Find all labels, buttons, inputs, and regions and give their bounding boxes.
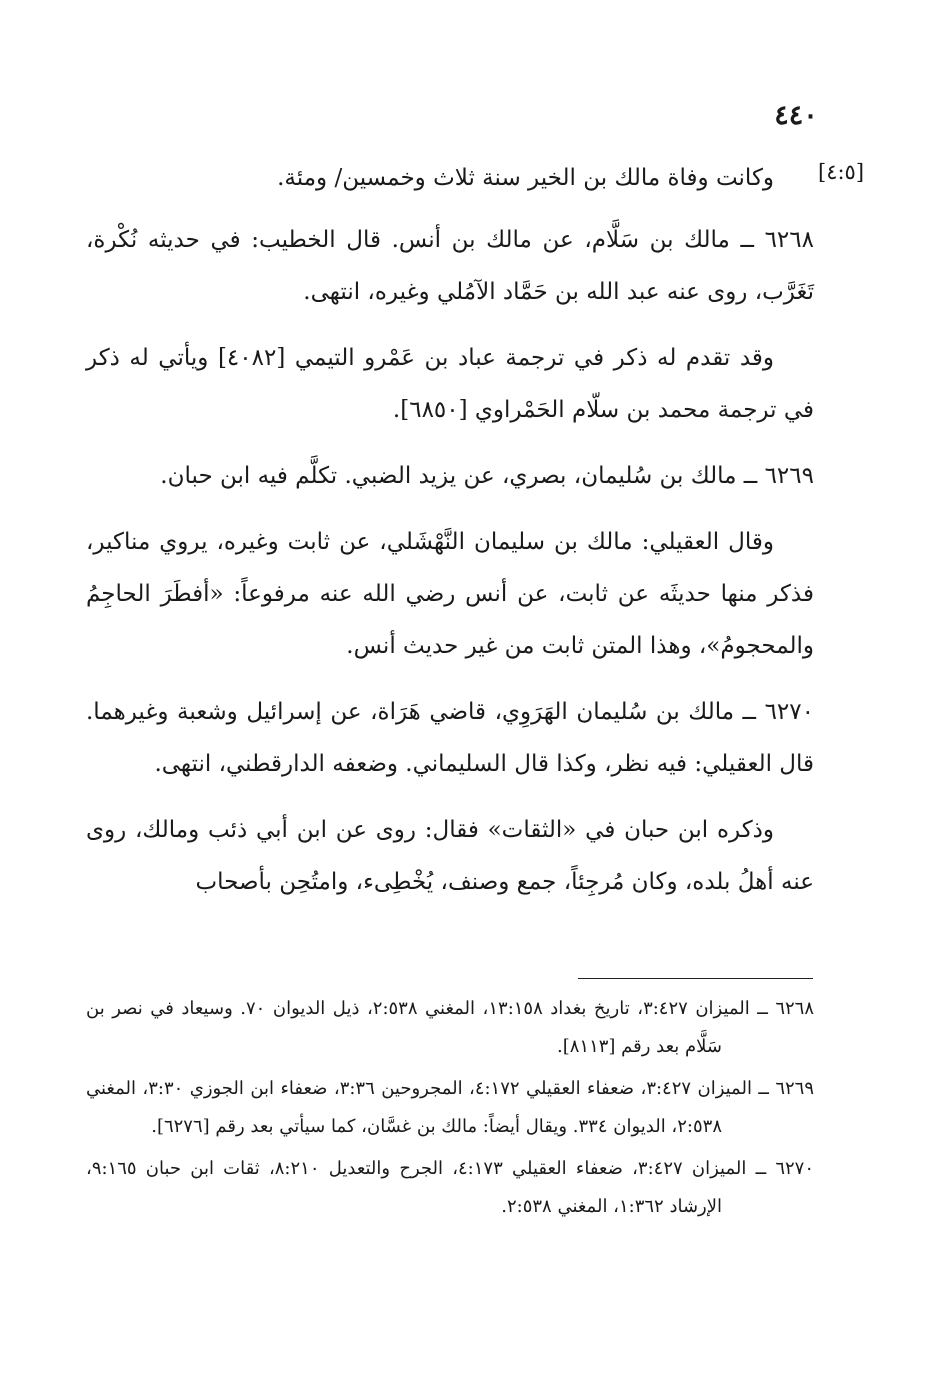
page-number: ٤٤٠ — [774, 100, 818, 131]
footnote-divider — [578, 978, 813, 979]
footnotes — [86, 990, 814, 1230]
footnote-6268: ٦٢٦٨ ــ الميزان ٣:٤٢٧، تاريخ بغداد ١٣:١٥٨، المغني ٢:٥٣٨، ذيل الديوان ٧٠. وسيعاد في نصر بن سَلَّام بعد رقم [٨١١٣]. — [86, 998, 815, 1057]
entry-6268: ٦٢٦٨ ــ مالك بن سَلَّام، عن مالك بن أنس. قال الخطيب: في حديثه نُكْرة، تَغَرَّب، روى عنه عبد الله بن حَمَّاد الآمُلي وغيره، انتهى. — [86, 227, 814, 305]
margin-page-marker: [٤:٥] — [818, 160, 865, 184]
paragraph-ibn-hibban-note: وذكره ابن حبان في «الثقات» فقال: روى عن ابن أبي ذئب ومالك، روى عنه أهلُ بلده، وكان مُرجِئاً، جمع وصنف، يُخْطِىء، وامتُحِن بأصحاب — [86, 817, 814, 895]
paragraph-cross-reference: وقد تقدم له ذكر في ترجمة عباد بن عَمْرو التيمي [٤٠٨٢] ويأتي له ذكر في ترجمة محمد بن سلّام الحَمْراوي [٦٨٥٠]. — [86, 345, 814, 423]
footnote-6269: ٦٢٦٩ ــ الميزان ٣:٤٢٧، ضعفاء العقيلي ٤:١٧٢، المجروحين ٣:٣٦، ضعفاء ابن الجوزي ٣:٣٠، المغني ٢:٥٣٨، الديوان ٣٣٤. ويقال أيضاً: مالك بن غسَّان، كما سيأتي بعد رقم [٦٢٧٦]. — [86, 1078, 814, 1137]
paragraph-uqayli-note: وقال العقيلي: مالك بن سليمان النَّهْشَلي، عن ثابت وغيره، يروي مناكير، فذكر منها حديثَه عن ثابت، عن أنس رضي الله عنه مرفوعاً: «أفطَرَ الحاجِمُ والمحجومُ»، وهذا المتن ثابت من غير حديث أنس. — [86, 529, 814, 659]
entry-6269: ٦٢٦٩ ــ مالك بن سُليمان، بصري، عن يزيد الضبي. تكلَّم فيه ابن حبان. — [160, 463, 814, 489]
entry-6270: ٦٢٧٠ ــ مالك بن سُليمان الهَرَوِي، قاضي هَرَاة، عن إسرائيل وشعبة وغيرهما. قال العقيلي: فيه نظر، وكذا قال السليماني. وضعفه الدارقطني، انتهى. — [86, 699, 814, 777]
paragraph-death-note: وكانت وفاة مالك بن الخير سنة ثلاث وخمسين/ ومئة. — [277, 165, 774, 191]
footnote-6270: ٦٢٧٠ ــ الميزان ٣:٤٢٧، ضعفاء العقيلي ٤:١٧٣، الجرح والتعديل ٨:٢١٠، ثقات ابن حبان ٩:١٦٥، الإرشاد ١:٣٦٢، المغني ٢:٥٣٨. — [86, 1158, 815, 1217]
main-text — [86, 152, 814, 922]
